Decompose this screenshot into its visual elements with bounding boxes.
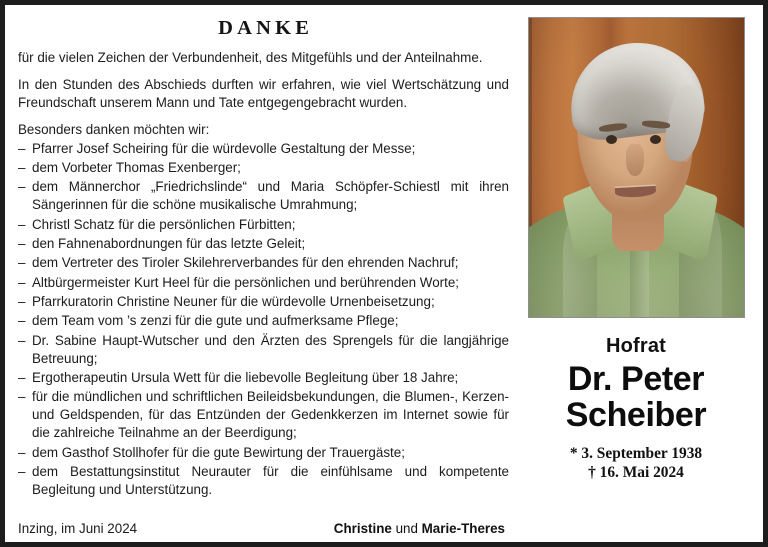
- life-dates: [570, 444, 702, 483]
- honorific-title: Hofrat: [605, 335, 667, 357]
- list-item: – Ergotherapeutin Ursula Wett für die liebevolle Begleitung über 18 Jahre;: [18, 369, 509, 387]
- list-item: – dem Vorbeter Thomas Exenberger;: [18, 159, 509, 177]
- list-item: – dem Team vom ’s zenzi für die gute und aufmerksame Pflege;: [18, 312, 509, 330]
- thanks-list-intro: Besonders danken möchten wir:: [18, 121, 210, 137]
- list-item: – dem Bestattungsinstitut Neurauter für die einfühlsame und kompetente Begleitung und Unterstützung.: [18, 463, 509, 499]
- signers: [334, 521, 505, 536]
- signature-line: [18, 521, 509, 536]
- page-title: DANKE: [218, 17, 314, 39]
- signer-second-name: Marie-Theres: [421, 521, 505, 536]
- portrait-photo-frame: [528, 17, 745, 318]
- photo-vignette: [529, 18, 744, 317]
- list-item: – Pfarrer Josef Scheiring für die würdevolle Gestaltung der Messe;: [18, 140, 509, 158]
- thanks-list: [18, 140, 509, 501]
- list-item: – Altbürgermeister Kurt Heel für die persönlichen und berührenden Worte;: [18, 274, 509, 292]
- intro-paragraph-2: In den Stunden des Abschieds durften wir erfahren, wie viel Wertschätzung und Freundschaft unserem Mann und Tate entgegengebracht wurden.: [18, 77, 509, 111]
- deceased-name-line-1: Dr. Peter: [567, 360, 705, 398]
- place-and-date: Inzing, im Juni 2024: [18, 521, 138, 536]
- signer-conjunction: und: [395, 521, 418, 536]
- birth-date: * 3. September 1938: [569, 444, 703, 462]
- list-item: – dem Vertreter des Tiroler Skilehrerverbandes für den ehrenden Nachruf;: [18, 254, 509, 272]
- list-item: – dem Männerchor „Friedrichslinde“ und Maria Schöpfer-Schiestl mit ihren Sängerinnen für die schöne musikalische Umrahmung;: [18, 178, 509, 214]
- intro-paragraph-1: für die vielen Zeichen der Verbundenheit, des Mitgefühls und der Anteilnahme.: [18, 50, 483, 65]
- deceased-name: [566, 361, 706, 434]
- list-item: – Dr. Sabine Haupt-Wutscher und den Ärzten des Sprengels für die langjährige Betreuung;: [18, 332, 509, 368]
- list-item: – dem Gasthof Stollhofer für die gute Bewirtung der Trauergäste;: [18, 444, 509, 462]
- portrait-photo: [529, 18, 744, 317]
- list-item: – Christl Schatz für die persönlichen Fürbitten;: [18, 216, 509, 234]
- flexible-spacer: [18, 500, 509, 514]
- deceased-name-line-2: Scheiber: [565, 396, 707, 435]
- thank-you-text-column: [5, 5, 517, 542]
- memorial-column: [517, 5, 763, 542]
- list-item: – für die mündlichen und schriftlichen Beileidsbekundungen, die Blumen-, Kerzen- und Geldspenden, für das Entzünden der Gedenkkerzen im Internet sowie für die zahlreiche Teilnahme an der Beerdigung;: [18, 388, 509, 442]
- list-item: – Pfarrkuratorin Christine Neuner für die würdevolle Urnenbeisetzung;: [18, 293, 509, 311]
- signer-first-name: Christine: [333, 521, 392, 536]
- death-date: † 16. Mai 2024: [588, 464, 684, 481]
- list-item: – den Fahnenabordnungen für das letzte Geleit;: [18, 235, 509, 253]
